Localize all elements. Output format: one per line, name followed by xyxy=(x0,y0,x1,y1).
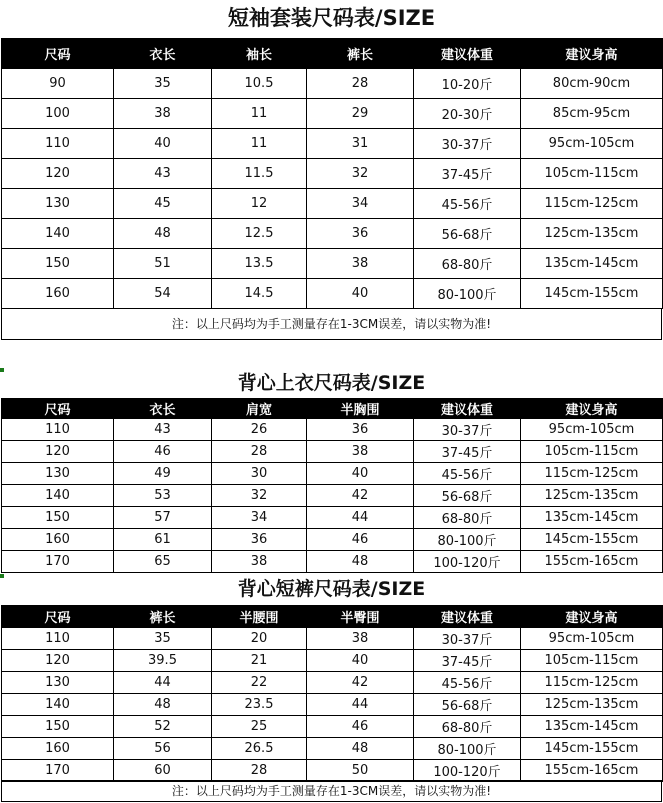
table-cell: 46 xyxy=(307,716,414,738)
table-cell: 54 xyxy=(114,279,212,309)
table-row xyxy=(2,760,663,782)
table-cell: 135cm-145cm xyxy=(521,249,663,279)
table-row xyxy=(2,69,663,99)
table-cell: 68-80斤 xyxy=(414,716,521,738)
table-cell: 26 xyxy=(212,419,307,441)
table-cell: 11.5 xyxy=(212,159,307,189)
table-cell: 170 xyxy=(2,551,114,573)
table-cell: 38 xyxy=(212,551,307,573)
table-cell: 57 xyxy=(114,507,212,529)
table-cell: 12 xyxy=(212,189,307,219)
header-cell: 半胸围 xyxy=(307,399,414,419)
table-cell: 140 xyxy=(2,694,114,716)
table-header-row xyxy=(2,39,663,69)
table-cell: 56 xyxy=(114,738,212,760)
table-cell: 145cm-155cm xyxy=(521,529,663,551)
header-cell: 建议体重 xyxy=(414,39,521,69)
table-cell: 120 xyxy=(2,441,114,463)
table-cell: 30-37斤 xyxy=(414,628,521,650)
table-cell: 115cm-125cm xyxy=(521,463,663,485)
header-cell: 建议身高 xyxy=(521,606,663,628)
table-header-row xyxy=(2,606,663,628)
header-cell: 建议身高 xyxy=(521,399,663,419)
table-row xyxy=(2,219,663,249)
table-cell: 49 xyxy=(114,463,212,485)
table-cell: 42 xyxy=(307,485,414,507)
table-cell: 44 xyxy=(114,672,212,694)
table-cell: 95cm-105cm xyxy=(521,419,663,441)
table-cell: 160 xyxy=(2,529,114,551)
table-title: 背心短裤尺码表/SIZE xyxy=(237,578,426,600)
table-cell: 44 xyxy=(307,694,414,716)
table-cell: 56-68斤 xyxy=(414,485,521,507)
table-cell: 36 xyxy=(307,219,414,249)
table-cell: 125cm-135cm xyxy=(521,485,663,507)
table-cell: 155cm-165cm xyxy=(521,551,663,573)
table-cell: 170 xyxy=(2,760,114,782)
table-cell: 43 xyxy=(114,419,212,441)
table-cell: 38 xyxy=(307,628,414,650)
table-cell: 21 xyxy=(212,650,307,672)
header-cell: 裤长 xyxy=(307,39,414,69)
table-cell: 61 xyxy=(114,529,212,551)
table-cell: 85cm-95cm xyxy=(521,99,663,129)
table-row xyxy=(2,279,663,309)
table-cell: 46 xyxy=(114,441,212,463)
table-cell: 50 xyxy=(307,760,414,782)
table-cell: 160 xyxy=(2,738,114,760)
table-cell: 39.5 xyxy=(114,650,212,672)
table-row xyxy=(2,485,663,507)
table-cell: 48 xyxy=(307,738,414,760)
table-cell: 22 xyxy=(212,672,307,694)
table-cell: 95cm-105cm xyxy=(521,628,663,650)
table-cell: 140 xyxy=(2,485,114,507)
measurement-note: 注：以上尺码均为手工测量存在1-3CM误差，请以实物为准! xyxy=(1,780,662,802)
header-cell: 尺码 xyxy=(2,606,114,628)
table-cell: 65 xyxy=(114,551,212,573)
table-cell: 37-45斤 xyxy=(414,159,521,189)
header-cell: 半腰围 xyxy=(212,606,307,628)
table-cell: 46 xyxy=(307,529,414,551)
table-row xyxy=(2,650,663,672)
table-cell: 31 xyxy=(307,129,414,159)
table-row xyxy=(2,628,663,650)
table-cell: 36 xyxy=(307,419,414,441)
table-cell: 40 xyxy=(307,279,414,309)
table-cell: 160 xyxy=(2,279,114,309)
table-cell: 110 xyxy=(2,628,114,650)
table-title: 短袖套装尺码表/SIZE xyxy=(227,6,436,30)
header-cell: 衣长 xyxy=(114,399,212,419)
table-cell: 105cm-115cm xyxy=(521,159,663,189)
table-cell: 105cm-115cm xyxy=(521,441,663,463)
table-cell: 37-45斤 xyxy=(414,650,521,672)
table-cell: 32 xyxy=(212,485,307,507)
table-row xyxy=(2,551,663,573)
table-cell: 80cm-90cm xyxy=(521,69,663,99)
table-cell: 105cm-115cm xyxy=(521,650,663,672)
table-cell: 20-30斤 xyxy=(414,99,521,129)
table-cell: 32 xyxy=(307,159,414,189)
header-cell: 肩宽 xyxy=(212,399,307,419)
size-chart-vest-shorts xyxy=(1,574,662,803)
table-cell: 45 xyxy=(114,189,212,219)
table-cell: 34 xyxy=(307,189,414,219)
size-table xyxy=(1,605,663,782)
table-cell: 135cm-145cm xyxy=(521,507,663,529)
table-row xyxy=(2,716,663,738)
table-row xyxy=(2,463,663,485)
table-cell: 140 xyxy=(2,219,114,249)
table-cell: 28 xyxy=(212,441,307,463)
table-cell: 37-45斤 xyxy=(414,441,521,463)
table-cell: 120 xyxy=(2,650,114,672)
table-cell: 155cm-165cm xyxy=(521,760,663,782)
table-cell: 45-56斤 xyxy=(414,189,521,219)
table-cell: 38 xyxy=(114,99,212,129)
table-row xyxy=(2,694,663,716)
table-cell: 30-37斤 xyxy=(414,129,521,159)
table-cell: 35 xyxy=(114,628,212,650)
header-cell: 尺码 xyxy=(2,399,114,419)
table-cell: 115cm-125cm xyxy=(521,189,663,219)
size-table xyxy=(1,398,663,573)
table-cell: 130 xyxy=(2,189,114,219)
table-cell: 40 xyxy=(307,463,414,485)
measurement-note: 注：以上尺码均为手工测量存在1-3CM误差，请以实物为准! xyxy=(1,308,662,340)
table-row xyxy=(2,249,663,279)
table-cell: 100 xyxy=(2,99,114,129)
table-cell: 38 xyxy=(307,249,414,279)
table-row xyxy=(2,529,663,551)
table-cell: 30-37斤 xyxy=(414,419,521,441)
table-cell: 35 xyxy=(114,69,212,99)
table-cell: 43 xyxy=(114,159,212,189)
table-cell: 51 xyxy=(114,249,212,279)
table-row xyxy=(2,738,663,760)
header-cell: 建议身高 xyxy=(521,39,663,69)
table-cell: 36 xyxy=(212,529,307,551)
table-cell: 56-68斤 xyxy=(414,694,521,716)
table-cell: 48 xyxy=(114,694,212,716)
table-cell: 11 xyxy=(212,129,307,159)
table-row xyxy=(2,159,663,189)
header-cell: 袖长 xyxy=(212,39,307,69)
table-row xyxy=(2,189,663,219)
table-cell: 38 xyxy=(307,441,414,463)
table-cell: 20 xyxy=(212,628,307,650)
table-cell: 125cm-135cm xyxy=(521,219,663,249)
table-cell: 29 xyxy=(307,99,414,129)
table-cell: 150 xyxy=(2,249,114,279)
table-cell: 150 xyxy=(2,507,114,529)
table-cell: 12.5 xyxy=(212,219,307,249)
table-cell: 40 xyxy=(307,650,414,672)
table-cell: 23.5 xyxy=(212,694,307,716)
table-cell: 48 xyxy=(307,551,414,573)
table-cell: 45-56斤 xyxy=(414,672,521,694)
table-row xyxy=(2,99,663,129)
table-cell: 68-80斤 xyxy=(414,249,521,279)
table-cell: 28 xyxy=(307,69,414,99)
size-chart-vest-top xyxy=(1,368,662,574)
table-cell: 56-68斤 xyxy=(414,219,521,249)
table-cell: 150 xyxy=(2,716,114,738)
header-cell: 半臀围 xyxy=(307,606,414,628)
table-cell: 145cm-155cm xyxy=(521,279,663,309)
table-cell: 48 xyxy=(114,219,212,249)
table-cell: 95cm-105cm xyxy=(521,129,663,159)
header-cell: 尺码 xyxy=(2,39,114,69)
table-cell: 130 xyxy=(2,672,114,694)
table-cell: 145cm-155cm xyxy=(521,738,663,760)
table-cell: 115cm-125cm xyxy=(521,672,663,694)
table-cell: 60 xyxy=(114,760,212,782)
table-cell: 80-100斤 xyxy=(414,529,521,551)
table-cell: 30 xyxy=(212,463,307,485)
table-cell: 100-120斤 xyxy=(414,760,521,782)
table-cell: 44 xyxy=(307,507,414,529)
table-cell: 130 xyxy=(2,463,114,485)
table-cell: 10.5 xyxy=(212,69,307,99)
header-cell: 建议体重 xyxy=(414,606,521,628)
table-cell: 53 xyxy=(114,485,212,507)
table-cell: 110 xyxy=(2,419,114,441)
table-cell: 34 xyxy=(212,507,307,529)
table-cell: 45-56斤 xyxy=(414,463,521,485)
table-cell: 110 xyxy=(2,129,114,159)
table-cell: 14.5 xyxy=(212,279,307,309)
table-cell: 13.5 xyxy=(212,249,307,279)
table-cell: 42 xyxy=(307,672,414,694)
table-cell: 10-20斤 xyxy=(414,69,521,99)
table-cell: 25 xyxy=(212,716,307,738)
table-cell: 90 xyxy=(2,69,114,99)
table-cell: 26.5 xyxy=(212,738,307,760)
table-cell: 100-120斤 xyxy=(414,551,521,573)
table-cell: 120 xyxy=(2,159,114,189)
table-cell: 80-100斤 xyxy=(414,738,521,760)
table-row xyxy=(2,507,663,529)
table-cell: 80-100斤 xyxy=(414,279,521,309)
table-cell: 52 xyxy=(114,716,212,738)
size-table xyxy=(1,38,663,309)
table-row xyxy=(2,419,663,441)
table-cell: 28 xyxy=(212,760,307,782)
table-cell: 40 xyxy=(114,129,212,159)
table-cell: 125cm-135cm xyxy=(521,694,663,716)
table-row xyxy=(2,672,663,694)
table-cell: 135cm-145cm xyxy=(521,716,663,738)
header-cell: 建议体重 xyxy=(414,399,521,419)
table-row xyxy=(2,441,663,463)
size-chart-short-sleeve-set xyxy=(1,0,662,340)
table-title: 背心上衣尺码表/SIZE xyxy=(237,372,426,394)
header-cell: 裤长 xyxy=(114,606,212,628)
table-row xyxy=(2,129,663,159)
table-header-row xyxy=(2,399,663,419)
table-cell: 68-80斤 xyxy=(414,507,521,529)
table-cell: 11 xyxy=(212,99,307,129)
header-cell: 衣长 xyxy=(114,39,212,69)
